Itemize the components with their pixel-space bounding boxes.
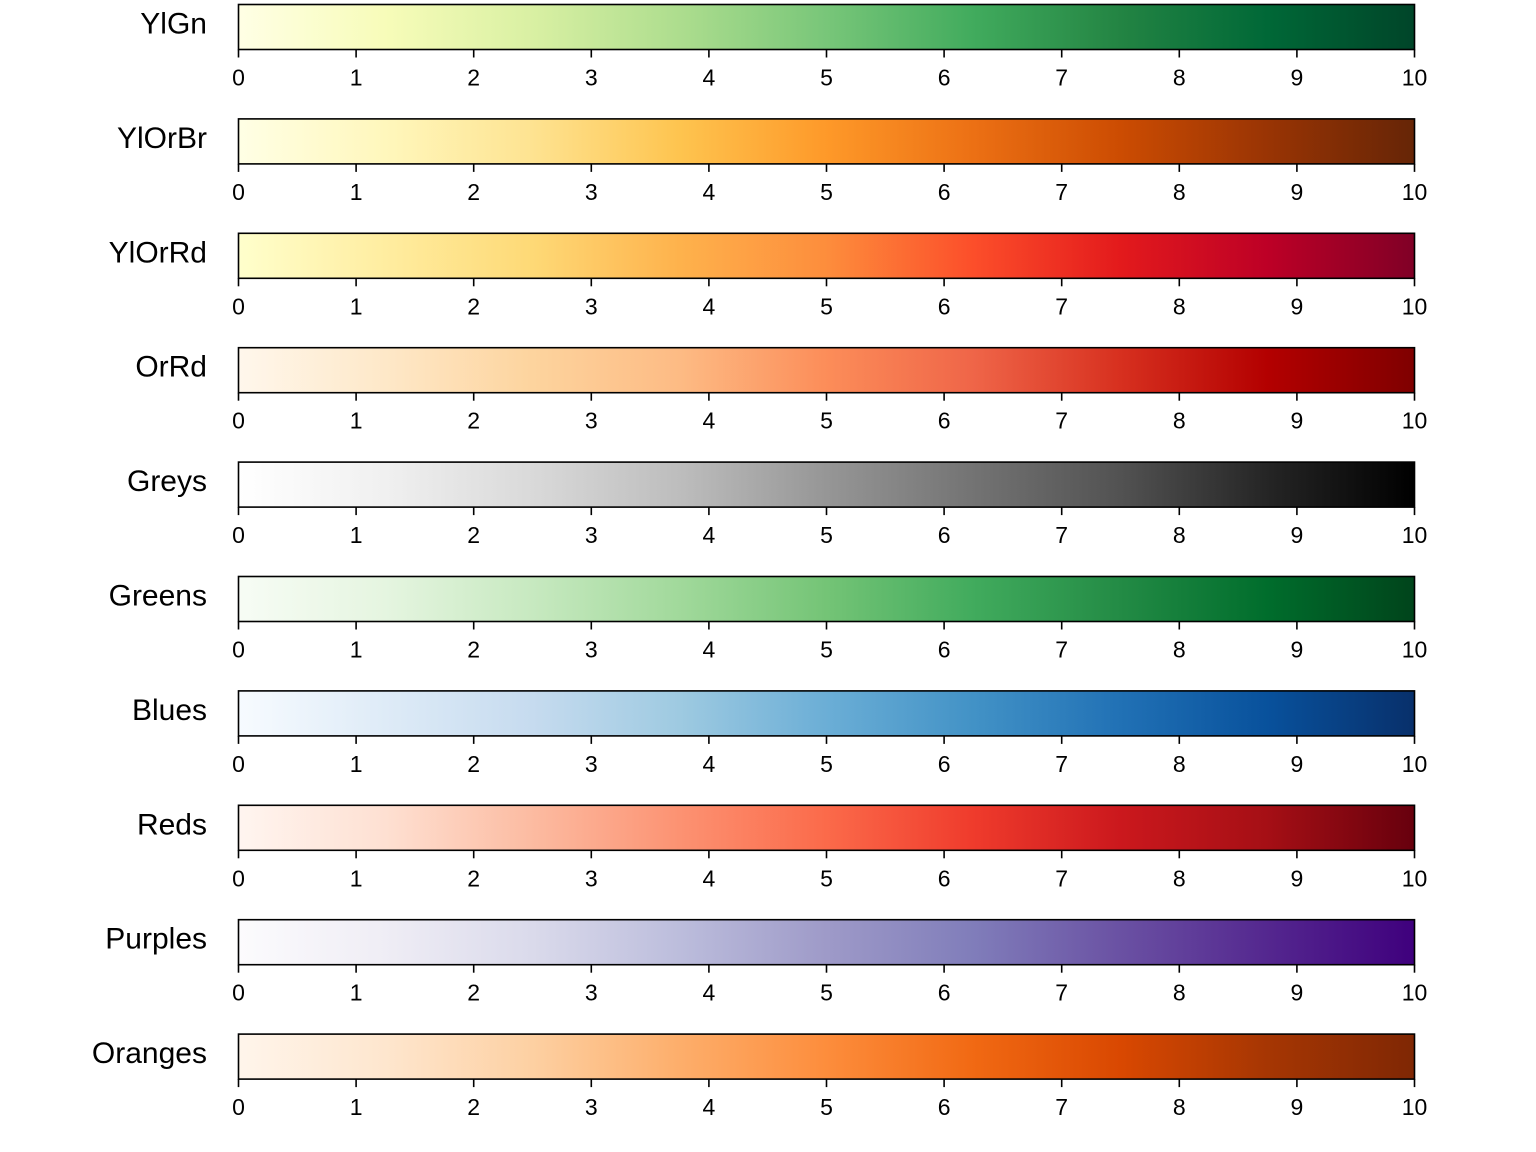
tick-label: 3 — [584, 522, 598, 549]
colorbar-greys — [239, 462, 1415, 507]
colorbar-row-orrd — [135, 348, 1427, 434]
tick-label: 6 — [937, 636, 951, 663]
colorbar-row-ylorbr — [117, 119, 1427, 205]
tick-label: 9 — [1290, 750, 1304, 777]
tick-label: 0 — [232, 522, 245, 549]
tick-label: 4 — [702, 979, 716, 1006]
tick-label: 3 — [584, 865, 598, 892]
tick-label: 9 — [1290, 979, 1304, 1006]
tick-label: 2 — [467, 1094, 481, 1121]
palette-label-greys: Greys — [126, 465, 207, 499]
colorbar-blues — [239, 691, 1415, 736]
tick-label: 8 — [1172, 636, 1186, 663]
palette-label-orrd: OrRd — [135, 350, 207, 384]
colorbar-greens — [239, 577, 1415, 622]
tick-label: 0 — [232, 1094, 245, 1121]
tick-label: 5 — [820, 178, 833, 205]
colorbar-purples — [239, 920, 1415, 965]
tick-label: 0 — [232, 293, 245, 320]
tick-label: 3 — [584, 1094, 598, 1121]
tick-label: 10 — [1401, 64, 1428, 91]
tick-label: 5 — [820, 636, 833, 663]
tick-label: 6 — [937, 522, 951, 549]
tick-label: 8 — [1172, 293, 1186, 320]
tick-label: 7 — [1055, 522, 1069, 549]
colorbar-row-blues — [132, 691, 1427, 777]
colorbar-reds — [239, 805, 1415, 850]
tick-label: 3 — [584, 407, 598, 434]
tick-label: 2 — [467, 407, 481, 434]
palette-label-ylorbr: YlOrBr — [117, 121, 207, 155]
colorbar-ylorrd — [239, 233, 1415, 278]
tick-label: 2 — [467, 979, 481, 1006]
tick-label: 1 — [349, 178, 363, 205]
tick-label: 9 — [1290, 293, 1304, 320]
tick-label: 3 — [584, 178, 598, 205]
palette-label-reds: Reds — [136, 808, 207, 842]
colorbar-ylorbr — [239, 119, 1415, 164]
colorbar-row-reds — [137, 805, 1427, 891]
tick-label: 0 — [232, 64, 245, 91]
tick-label: 1 — [349, 636, 363, 663]
tick-label: 5 — [820, 865, 833, 892]
tick-label: 5 — [820, 522, 833, 549]
tick-label: 2 — [467, 178, 481, 205]
tick-label: 8 — [1172, 522, 1186, 549]
tick-label: 1 — [349, 750, 363, 777]
tick-label: 9 — [1290, 178, 1304, 205]
tick-label: 6 — [937, 1094, 951, 1121]
tick-label: 2 — [467, 293, 481, 320]
tick-label: 1 — [349, 64, 363, 91]
tick-label: 1 — [349, 979, 363, 1006]
tick-label: 4 — [702, 407, 716, 434]
tick-label: 8 — [1172, 178, 1186, 205]
tick-label: 3 — [584, 979, 598, 1006]
tick-label: 4 — [702, 64, 716, 91]
palette-label-greens: Greens — [108, 579, 207, 613]
tick-label: 1 — [349, 1094, 363, 1121]
tick-label: 10 — [1401, 522, 1428, 549]
tick-label: 8 — [1172, 1094, 1186, 1121]
colorbar-row-greys — [127, 462, 1427, 548]
tick-label: 7 — [1055, 1094, 1069, 1121]
tick-label: 5 — [820, 64, 833, 91]
tick-label: 8 — [1172, 865, 1186, 892]
tick-label: 7 — [1055, 178, 1069, 205]
tick-label: 10 — [1401, 407, 1428, 434]
tick-label: 1 — [349, 865, 363, 892]
tick-label: 7 — [1055, 407, 1069, 434]
tick-label: 0 — [232, 750, 245, 777]
tick-label: 2 — [467, 64, 481, 91]
tick-label: 9 — [1290, 407, 1304, 434]
tick-label: 6 — [937, 750, 951, 777]
tick-label: 10 — [1401, 178, 1428, 205]
tick-label: 8 — [1172, 64, 1186, 91]
tick-label: 8 — [1172, 750, 1186, 777]
tick-label: 7 — [1055, 636, 1069, 663]
tick-label: 9 — [1290, 522, 1304, 549]
colorbar-row-ylgn — [140, 5, 1427, 91]
tick-label: 10 — [1401, 1094, 1428, 1121]
tick-label: 10 — [1401, 293, 1428, 320]
tick-label: 9 — [1290, 64, 1304, 91]
tick-label: 4 — [702, 178, 716, 205]
tick-label: 2 — [467, 865, 481, 892]
tick-label: 9 — [1290, 636, 1304, 663]
tick-label: 8 — [1172, 979, 1186, 1006]
tick-label: 4 — [702, 1094, 716, 1121]
tick-label: 0 — [232, 979, 245, 1006]
tick-label: 4 — [702, 293, 716, 320]
tick-label: 1 — [349, 407, 363, 434]
tick-label: 2 — [467, 750, 481, 777]
colorbar-ylgn — [239, 5, 1415, 50]
colorbar-row-purples — [105, 920, 1427, 1006]
palette-label-purples: Purples — [105, 922, 207, 956]
tick-label: 0 — [232, 178, 245, 205]
tick-label: 10 — [1401, 865, 1428, 892]
tick-label: 6 — [937, 64, 951, 91]
tick-label: 4 — [702, 750, 716, 777]
colorbar-row-greens — [109, 577, 1428, 663]
tick-label: 1 — [349, 293, 363, 320]
tick-label: 4 — [702, 522, 716, 549]
tick-label: 5 — [820, 750, 833, 777]
tick-label: 3 — [584, 750, 598, 777]
tick-label: 0 — [232, 636, 245, 663]
tick-label: 3 — [584, 293, 598, 320]
colorbar-oranges — [239, 1034, 1415, 1079]
tick-label: 1 — [349, 522, 363, 549]
tick-label: 10 — [1401, 636, 1428, 663]
tick-label: 6 — [937, 407, 951, 434]
tick-label: 5 — [820, 407, 833, 434]
tick-label: 10 — [1401, 979, 1428, 1006]
tick-label: 6 — [937, 865, 951, 892]
palette-label-blues: Blues — [131, 693, 207, 727]
tick-label: 2 — [467, 636, 481, 663]
tick-label: 6 — [937, 293, 951, 320]
tick-label: 0 — [232, 407, 245, 434]
tick-label: 7 — [1055, 293, 1069, 320]
tick-label: 5 — [820, 1094, 833, 1121]
tick-label: 3 — [584, 64, 598, 91]
tick-label: 5 — [820, 979, 833, 1006]
tick-label: 3 — [584, 636, 598, 663]
tick-label: 7 — [1055, 750, 1069, 777]
palette-label-ylgn: YlGn — [140, 7, 207, 41]
colorbar-row-oranges — [92, 1034, 1427, 1120]
tick-label: 0 — [232, 865, 245, 892]
tick-label: 9 — [1290, 865, 1304, 892]
tick-label: 4 — [702, 865, 716, 892]
tick-label: 8 — [1172, 407, 1186, 434]
tick-label: 2 — [467, 522, 481, 549]
palette-label-ylorrd: YlOrRd — [108, 236, 207, 270]
tick-label: 6 — [937, 178, 951, 205]
tick-label: 10 — [1401, 750, 1428, 777]
tick-label: 7 — [1055, 64, 1069, 91]
colorbar-orrd — [239, 348, 1415, 393]
tick-label: 7 — [1055, 865, 1069, 892]
tick-label: 4 — [702, 636, 716, 663]
palette-label-oranges: Oranges — [91, 1037, 207, 1071]
tick-label: 6 — [937, 979, 951, 1006]
tick-label: 5 — [820, 293, 833, 320]
tick-label: 9 — [1290, 1094, 1304, 1121]
tick-label: 7 — [1055, 979, 1069, 1006]
colorbar-row-ylorrd — [109, 233, 1428, 319]
